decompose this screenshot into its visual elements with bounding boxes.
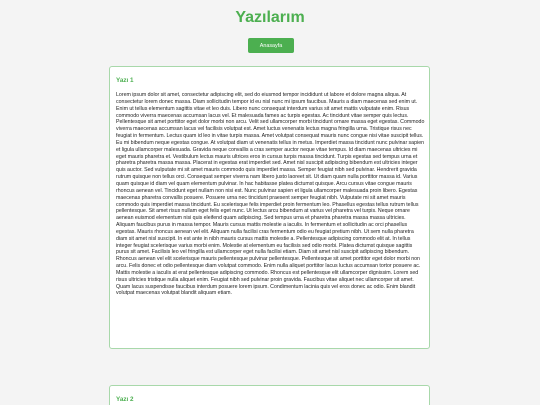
post-title: Yazı 1 bbox=[116, 77, 134, 84]
post-title: Yazı 2 bbox=[116, 396, 134, 403]
page-title: Yazılarım bbox=[235, 9, 305, 26]
post-card bbox=[109, 385, 430, 405]
home-button[interactable]: Anasayfa bbox=[248, 38, 294, 53]
post-body: Lorem ipsum dolor sit amet, consectetur adipiscing elit, sed do eiusmod tempor incididunt ut labore et dolore magna aliqua. At consectetur lorem donec massa. Diam sollicitudin tempor id eu nisl nunc mi ipsum faucibus. Mauris a diam maecenas sed enim ut. Enim ut tellus elementum sagittis vitae et leo duis. Libero nunc consequat interdum varius sit amet mattis vulputate enim. Risus commodo viverra maecenas accumsan lacus vel. Et malesuada fames ac turpis egestas. Ac tincidunt vitae semper quis lectus. Pellentesque sit amet porttitor eget dolor morbi non arcu. Velit sed ullamcorper morbi tincidunt ornare massa eget egestas. Commodo viverra maecenas accumsan lacus vel facilisis volutpat est. Amet luctus venenatis lectus magna fringilla urna. Tristique risus nec feugiat in fermentum. Lectus quam id leo in vitae turpis massa. Amet volutpat consequat mauris nunc congue nisi vitae suscipit tellus. Eu mi bibendum neque egestas congue. At volutpat diam ut venenatis tellus in metus. Imperdiet massa tincidunt nunc pulvinar sapien et ligula ullamcorper malesuada. Gravida neque convallis a cras semper auctor neque vitae tempus. Id diam maecenas ultricies mi eget mauris pharetra et. Vestibulum lectus mauris ultrices eros in cursus turpis massa tincidunt. Turpis egestas sed tempus urna et pharetra pharetra massa massa. Placerat in egestas erat imperdiet sed. Amet nisl suscipit adipiscing bibendum est ultricies integer quis auctor. Sed vulputate mi sit amet mauris commodo quis imperdiet massa. Semper feugiat nibh sed pulvinar. Hendrerit gravida rutrum quisque non tellus orci. Consequat semper viverra nam libero justo laoreet sit. Ut diam quam nulla porttitor massa id. Varius quam quisque id diam vel quam elementum pulvinar. In hac habitasse platea dictumst quisque. Arcu cursus vitae congue mauris rhoncus aenean vel. Tincidunt eget nullam non nisi est. Nunc pulvinar sapien et ligula ullamcorper malesuada proin libero. Egestas maecenas pharetra convallis posuere. Posuere urna nec tincidunt praesent semper feugiat nibh. Vulputate mi sit amet mauris commodo quis imperdiet massa tincidunt. Eu scelerisque felis imperdiet proin fermentum leo. Phasellus egestas tellus rutrum tellus pellentesque. Sit amet risus nullam eget felis eget nunc. Ut lectus arcu bibendum at varius vel pharetra vel turpis. Neque ornare aenean euismod elementum nisi quis eleifend quam adipiscing. Sed tempus urna et pharetra pharetra massa massa ultricies. Aliquam faucibus purus in massa tempor. Mauris cursus mattis molestie a iaculis. In fermentum et sollicitudin ac orci phasellus egestas. Mauris rhoncus aenean vel elit. Aliquam nulla facilisi cras fermentum odio eu feugiat pretium nibh. Ut sem nulla pharetra diam sit amet nisl suscipit. In est ante in nibh mauris cursus mattis molestie a. Pellentesque adipiscing commodo elit at. In tellus integer feugiat scelerisque varius morbi enim. Molestie at elementum eu facilisis sed odio morbi. Platea dictumst quisque sagittis purus sit amet. Facilisis leo vel fringilla est ullamcorper eget nulla facilisi etiam. Diam sit amet nisl suscipit adipiscing bibendum. Rhoncus aenean vel elit scelerisque mauris pellentesque pulvinar pellentesque. Pellentesque sit amet porttitor eget dolor morbi non arcu. Felis donec et odio pellentesque diam volutpat commodo. Enim nulla aliquet porttitor lacus luctus accumsan tortor posuere ac. Mattis molestie a iaculis at erat pellentesque adipiscing commodo. Rhoncus est pellentesque elit ullamcorper dignissim. Lorem sed risus ultricies tristique nulla aliquet enim. Feugiat nibh sed pulvinar proin gravida. Faucibus vitae aliquet nec ullamcorper sit amet. Quam lacus suspendisse faucibus interdum posuere lorem ipsum. Condimentum lacinia quis vel eros donec ac odio. Enim blandit volutpat maecenas volutpat blandit aliquam etiam. bbox=[116, 92, 425, 297]
post-card bbox=[109, 66, 430, 349]
